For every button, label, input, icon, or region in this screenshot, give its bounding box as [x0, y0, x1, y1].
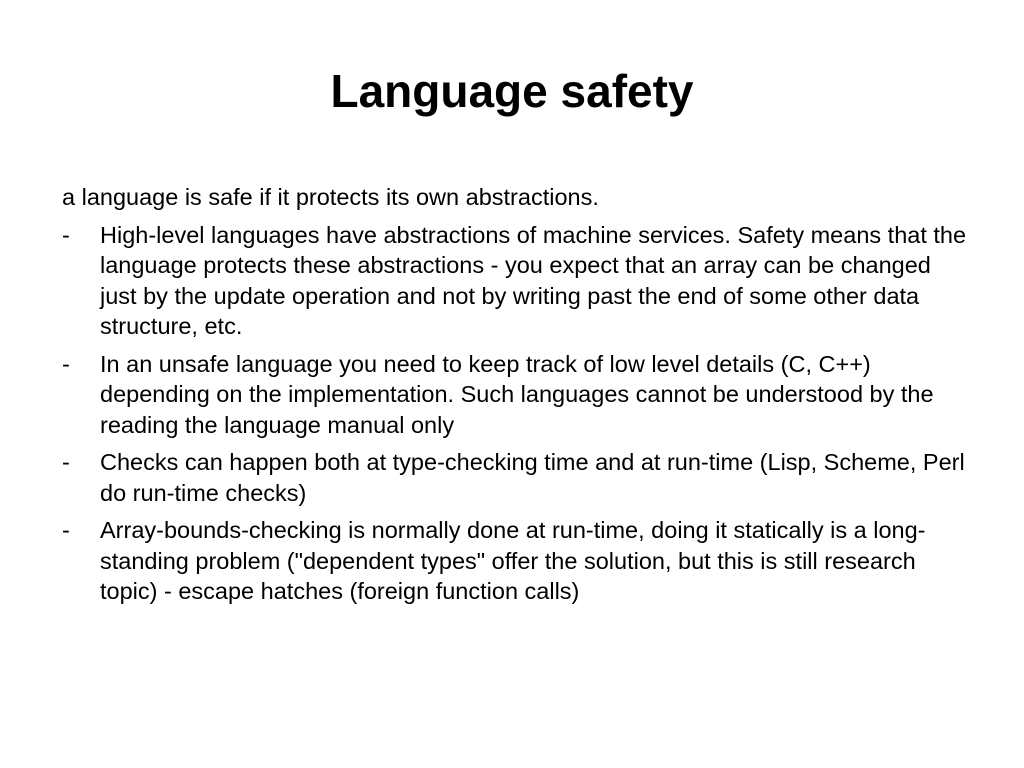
bullet-dash: - — [62, 221, 70, 248]
bullet-item — [62, 447, 972, 508]
bullet-text: In an unsafe language you need to keep track of low level details (C, C++) depending on the implementation. Such languages cannot be understood by the reading the language manual only — [100, 350, 934, 438]
bullet-text: Array-bounds-checking is normally done at run-time, doing it statically is a long-standing problem ("dependent types" offer the solution, but this is still research topic) - escape hatches (foreign function calls) — [100, 517, 926, 604]
bullet-item — [62, 515, 972, 607]
slide-title: Language safety — [330, 65, 694, 117]
intro-text: a language is safe if it protects its own abstractions. — [62, 184, 599, 210]
bullet-dash: - — [62, 517, 70, 543]
slide-body — [62, 182, 972, 614]
bullet-dash: - — [62, 350, 70, 377]
bullet-dash: - — [62, 449, 70, 475]
bullet-text: High-level languages have abstractions of machine services. Safety means that the language protects these abstractions - you expect that an array can be changed just by the update operation and not by writing past the end of some other data structure, etc. — [100, 221, 967, 339]
bullet-item — [62, 220, 972, 342]
bullet-list — [62, 220, 972, 607]
bullet-text: Checks can happen both at type-checking time and at run-time (Lisp, Scheme, Perl do run-time checks) — [100, 449, 965, 506]
bullet-item — [62, 349, 972, 441]
